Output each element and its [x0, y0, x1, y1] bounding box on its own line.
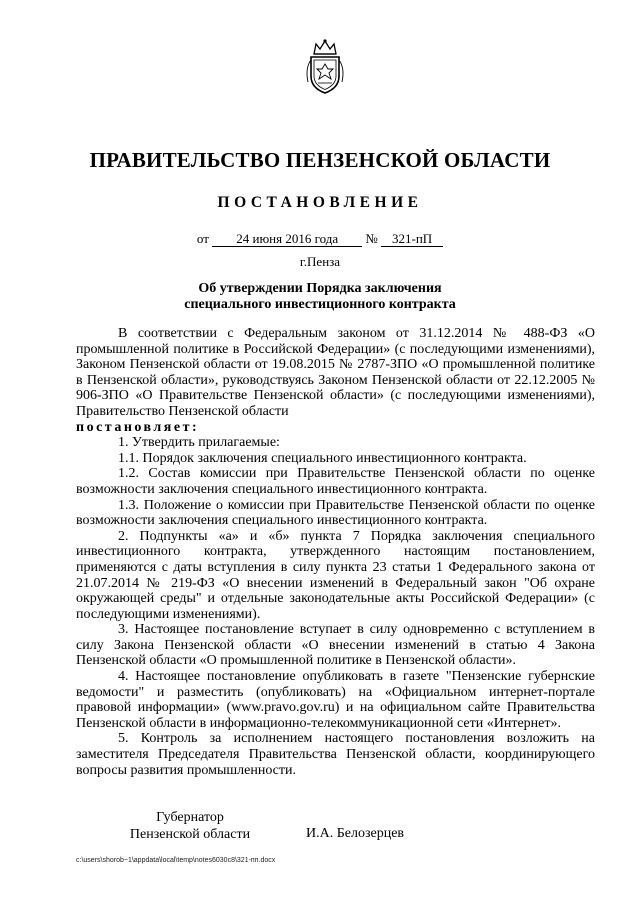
title-line-2: специального инвестиционного контракта [184, 297, 456, 312]
file-path: c:\users\shorob~1\appdata\local\temp\notes6030c8\321-пп.docx [76, 857, 276, 864]
position-line-2: Пензенской области [129, 827, 251, 842]
item-1-3: 1.3. Положение о комиссии при Правительстве Пензенской области по оценке возможности заключения специального инвестиционного контракта. [76, 497, 595, 529]
item-5: 5. Контроль за исполнением настоящего постановления возложить на заместителя Председателя Правительства Пензенской области, координирующего вопросы развития промышленности. [76, 731, 595, 778]
item-2: 2. Подпункты «а» и «б» пункта 7 Порядка заключения специального инвестиционного контракта, утвержденного настоящим постановлением, применяются с даты вступления в силу пункта 23 статьи 1 Федерального закона от 21.07.2014 № 219-ФЗ «О внесении изменений в Федеральный закон "Об охране окружающей среды" и отдельные законодательные акты Российской Федерации» (с последующими изменениями). [76, 528, 595, 622]
document-title [0, 281, 640, 313]
number-sign: № [365, 231, 378, 246]
preamble [76, 326, 595, 420]
preamble-text: В соответствии с Федеральным законом от 31.12.2014 № 488-ФЗ «О промышленной политике в Российской Федерации» (с последующими изменениями), Законом Пензенской области от 19.08.2015 № 2787-ЗПО «О промышленной политике в Пензенской области», руководствуясь Законом Пензенской области от 22.12.2005 № 906-ЗПО «О Правительстве Пензенской области» (с последующими изменениями), Правительство Пензенской области [76, 326, 595, 419]
item-3: 3. Настоящее постановление вступает в силу одновременно с вступлением в силу Закона Пензенской области «О внесении изменений в статью 4 Закона Пензенской области «О промышленной политике в Пензенской области». [76, 622, 595, 669]
position-line-1: Губернатор [156, 810, 224, 825]
coat-of-arms-icon [302, 38, 348, 96]
signatory-position [115, 809, 265, 843]
government-name: ПРАВИТЕЛЬСТВО ПЕНЗЕНСКОЙ ОБЛАСТИ [89, 148, 551, 172]
document-number: 321-пП [381, 231, 443, 247]
resolves-word: постановляет: [76, 419, 200, 435]
title-line-1: Об утверждении Порядка заключения [198, 281, 442, 296]
item-1-1: 1.1. Порядок заключения специального инвестиционного контракта. [118, 450, 527, 466]
signatory-name: И.А. Белозерцев [306, 826, 405, 841]
date-prefix: от [196, 231, 209, 246]
document-body [76, 326, 595, 778]
document-date: 24 июня 2016 года [212, 231, 362, 247]
date-number-line [0, 231, 640, 247]
item-1-2: 1.2. Состав комиссии при Правительстве Пензенской области по оценке возможности заключения специального инвестиционного контракта. [76, 466, 595, 497]
item-1: 1. Утвердить прилагаемые: [118, 435, 280, 451]
item-4: 4. Настоящее постановление опубликовать в газете "Пензенские губернские ведомости" и разместить (опубликовать) на «Официальном интернет-портале правовой информации» (www.pravo.gov.ru) и на официальном сайте Правительства Пензенской области в информационно-телекоммуникационной сети «Интернет». [76, 669, 595, 731]
city: г.Пенза [299, 254, 341, 269]
document-type: ПОСТАНОВЛЕНИЕ [217, 194, 423, 211]
